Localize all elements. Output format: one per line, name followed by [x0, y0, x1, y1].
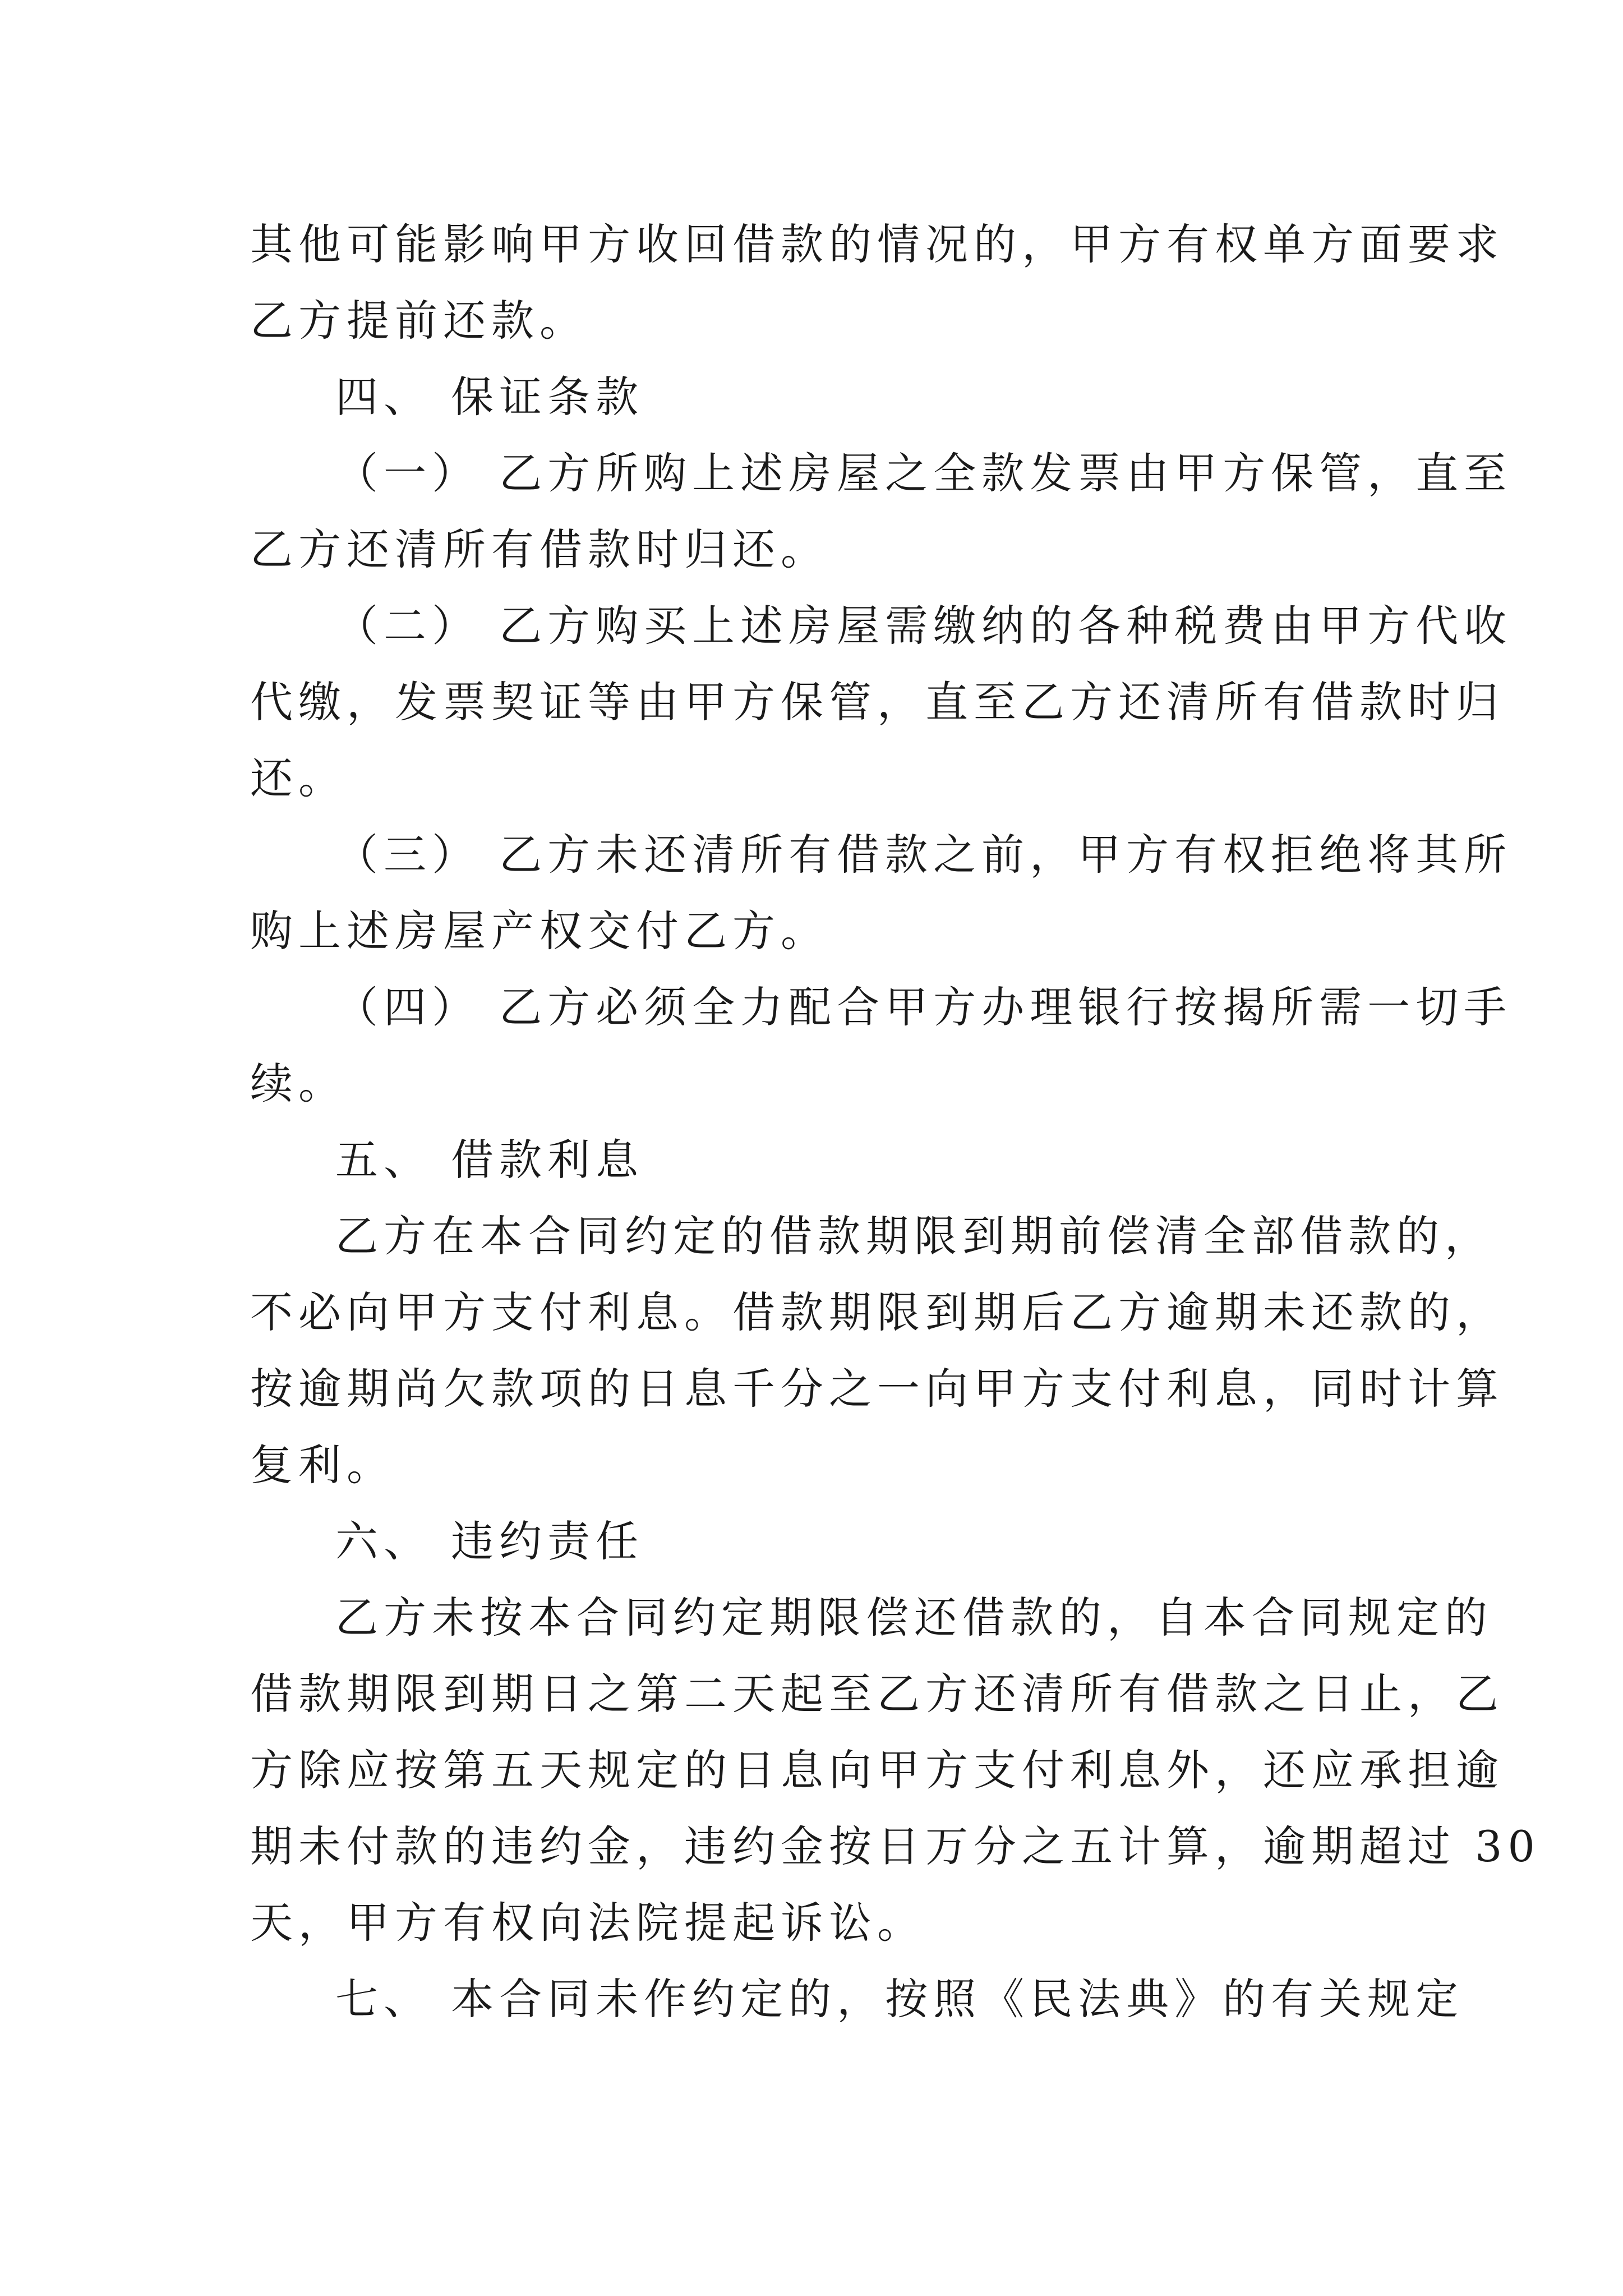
contract-text — [250, 206, 1541, 2037]
text-line: 不必向甲方支付利息。借款期限到期后乙方逾期未还款的， — [250, 1287, 1504, 1337]
section-heading: 五、 借款利息 — [335, 1135, 644, 1185]
text-line: 乙方在本合同约定的借款期限到期前偿清全部借款的， — [335, 1211, 1493, 1261]
text-line: 乙方提前还款。 — [250, 296, 588, 346]
text-line: 按逾期尚欠款项的日息千分之一向甲方支付利息，同时计算 — [250, 1364, 1504, 1414]
text-line: （一） 乙方所购上述房屋之全款发票由甲方保管，直至 — [335, 448, 1513, 498]
text-line: 乙方未按本合同约定期限偿还借款的，自本合同规定的 — [335, 1593, 1493, 1642]
text-line: 续。 — [250, 1059, 347, 1108]
section-heading: 四、 保证条款 — [335, 372, 644, 422]
text-line: 其他可能影响甲方收回借款的情况的，甲方有权单方面要求 — [250, 219, 1504, 269]
text-line: 天，甲方有权向法院提起诉讼。 — [250, 1898, 925, 1948]
section-heading: 七、 本合同未作约定的，按照《民法典》的有关规定 — [335, 1974, 1464, 2024]
text-line: 还。 — [250, 753, 347, 803]
text-line: 期未付款的违约金，违约金按日万分之五计算，逾期超过 30 — [250, 1821, 1541, 1871]
text-line: （二） 乙方购买上述房屋需缴纳的各种税费由甲方代收 — [335, 601, 1513, 651]
text-line: 复利。 — [250, 1440, 395, 1490]
text-line: 借款期限到期日之第二天起至乙方还清所有借款之日止，乙 — [250, 1669, 1504, 1719]
text-line: 乙方还清所有借款时归还。 — [250, 524, 829, 574]
text-line: 方除应按第五天规定的日息向甲方支付利息外，还应承担逾 — [250, 1745, 1504, 1795]
text-line: 代缴，发票契证等由甲方保管，直至乙方还清所有借款时归 — [250, 677, 1504, 727]
text-line: （三） 乙方未还清所有借款之前，甲方有权拒绝将其所 — [335, 830, 1513, 880]
text-line: 购上述房屋产权交付乙方。 — [250, 906, 829, 956]
section-heading: 六、 违约责任 — [335, 1516, 644, 1566]
text-line: （四） 乙方必须全力配合甲方办理银行按揭所需一切手 — [335, 982, 1513, 1032]
